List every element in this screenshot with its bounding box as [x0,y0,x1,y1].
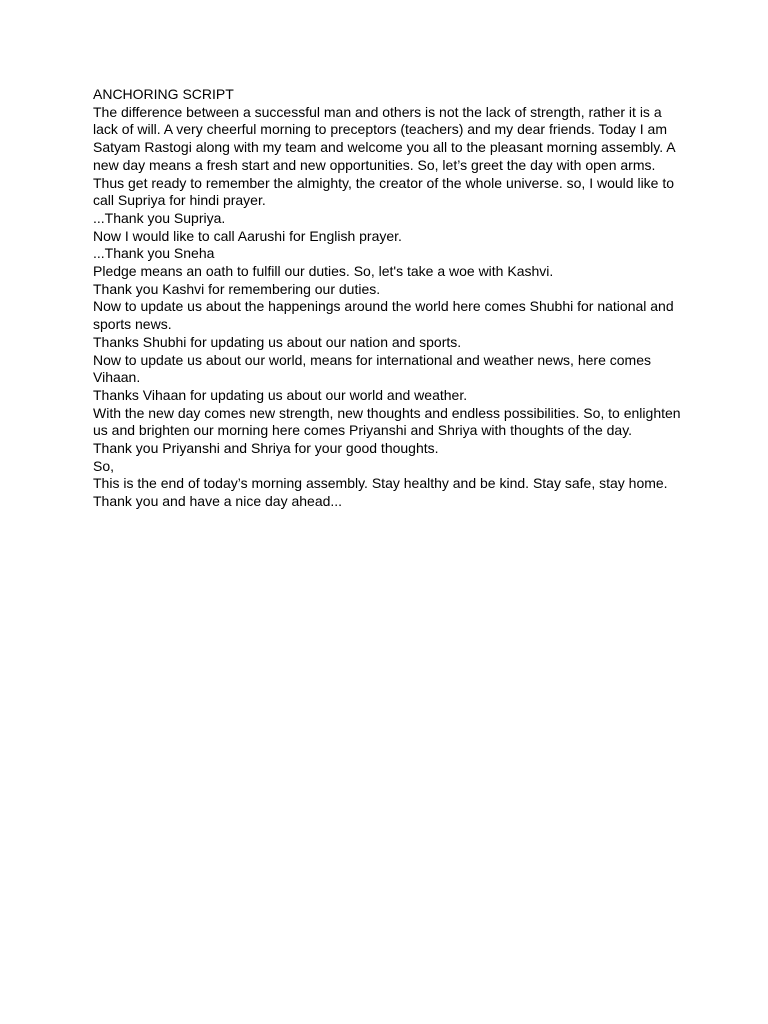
script-line: Now I would like to call Aarushi for English prayer. [93,227,402,244]
script-line: Now to update us about the happenings around the world here comes Shubhi for national and sports news. [93,298,674,333]
document-body [93,86,683,511]
script-line: Thanks Vihaan for updating us about our world and weather. [93,386,468,403]
script-line: With the new day comes new strength, new thoughts and endless possibilities. So, to enlighten us and brighten our morning here comes Priyanshi and Shriya with thoughts of the day. [93,404,681,439]
script-line: So, [93,457,115,474]
script-line: ...Thank you Sneha [93,245,215,262]
closing-line: Thank you and have a nice day ahead... [93,493,343,510]
script-line: ...Thank you Supriya. [93,209,226,226]
document-title: ANCHORING SCRIPT [93,86,234,102]
intro-paragraph: The difference between a successful man and others is not the lack of strength, rather it is a lack of will. A very cheerful morning to preceptors (teachers) and my dear friends. Today I am Satyam Rastogi along with my team and welcome you all to the pleasant morning assembly. A new day means a fresh start and new opportunities. So, let’s greet the day with open arms. Thus get ready to remember the almighty, the creator of the whole universe. so, I would like to call Supriya for hindi prayer. [93,103,675,209]
script-line: Thank you Priyanshi and Shriya for your good thoughts. [93,440,439,457]
script-line: Thank you Kashvi for remembering our duties. [93,280,381,297]
script-line: Thanks Shubhi for updating us about our nation and sports. [93,333,462,350]
script-line: Pledge means an oath to fulfill our duties. So, let's take a woe with Kashvi. [93,263,554,280]
script-line: Now to update us about our world, means for international and weather news, here comes Vihaan. [93,351,651,386]
script-line: This is the end of today’s morning assembly. Stay healthy and be kind. Stay safe, stay home. [93,475,668,492]
